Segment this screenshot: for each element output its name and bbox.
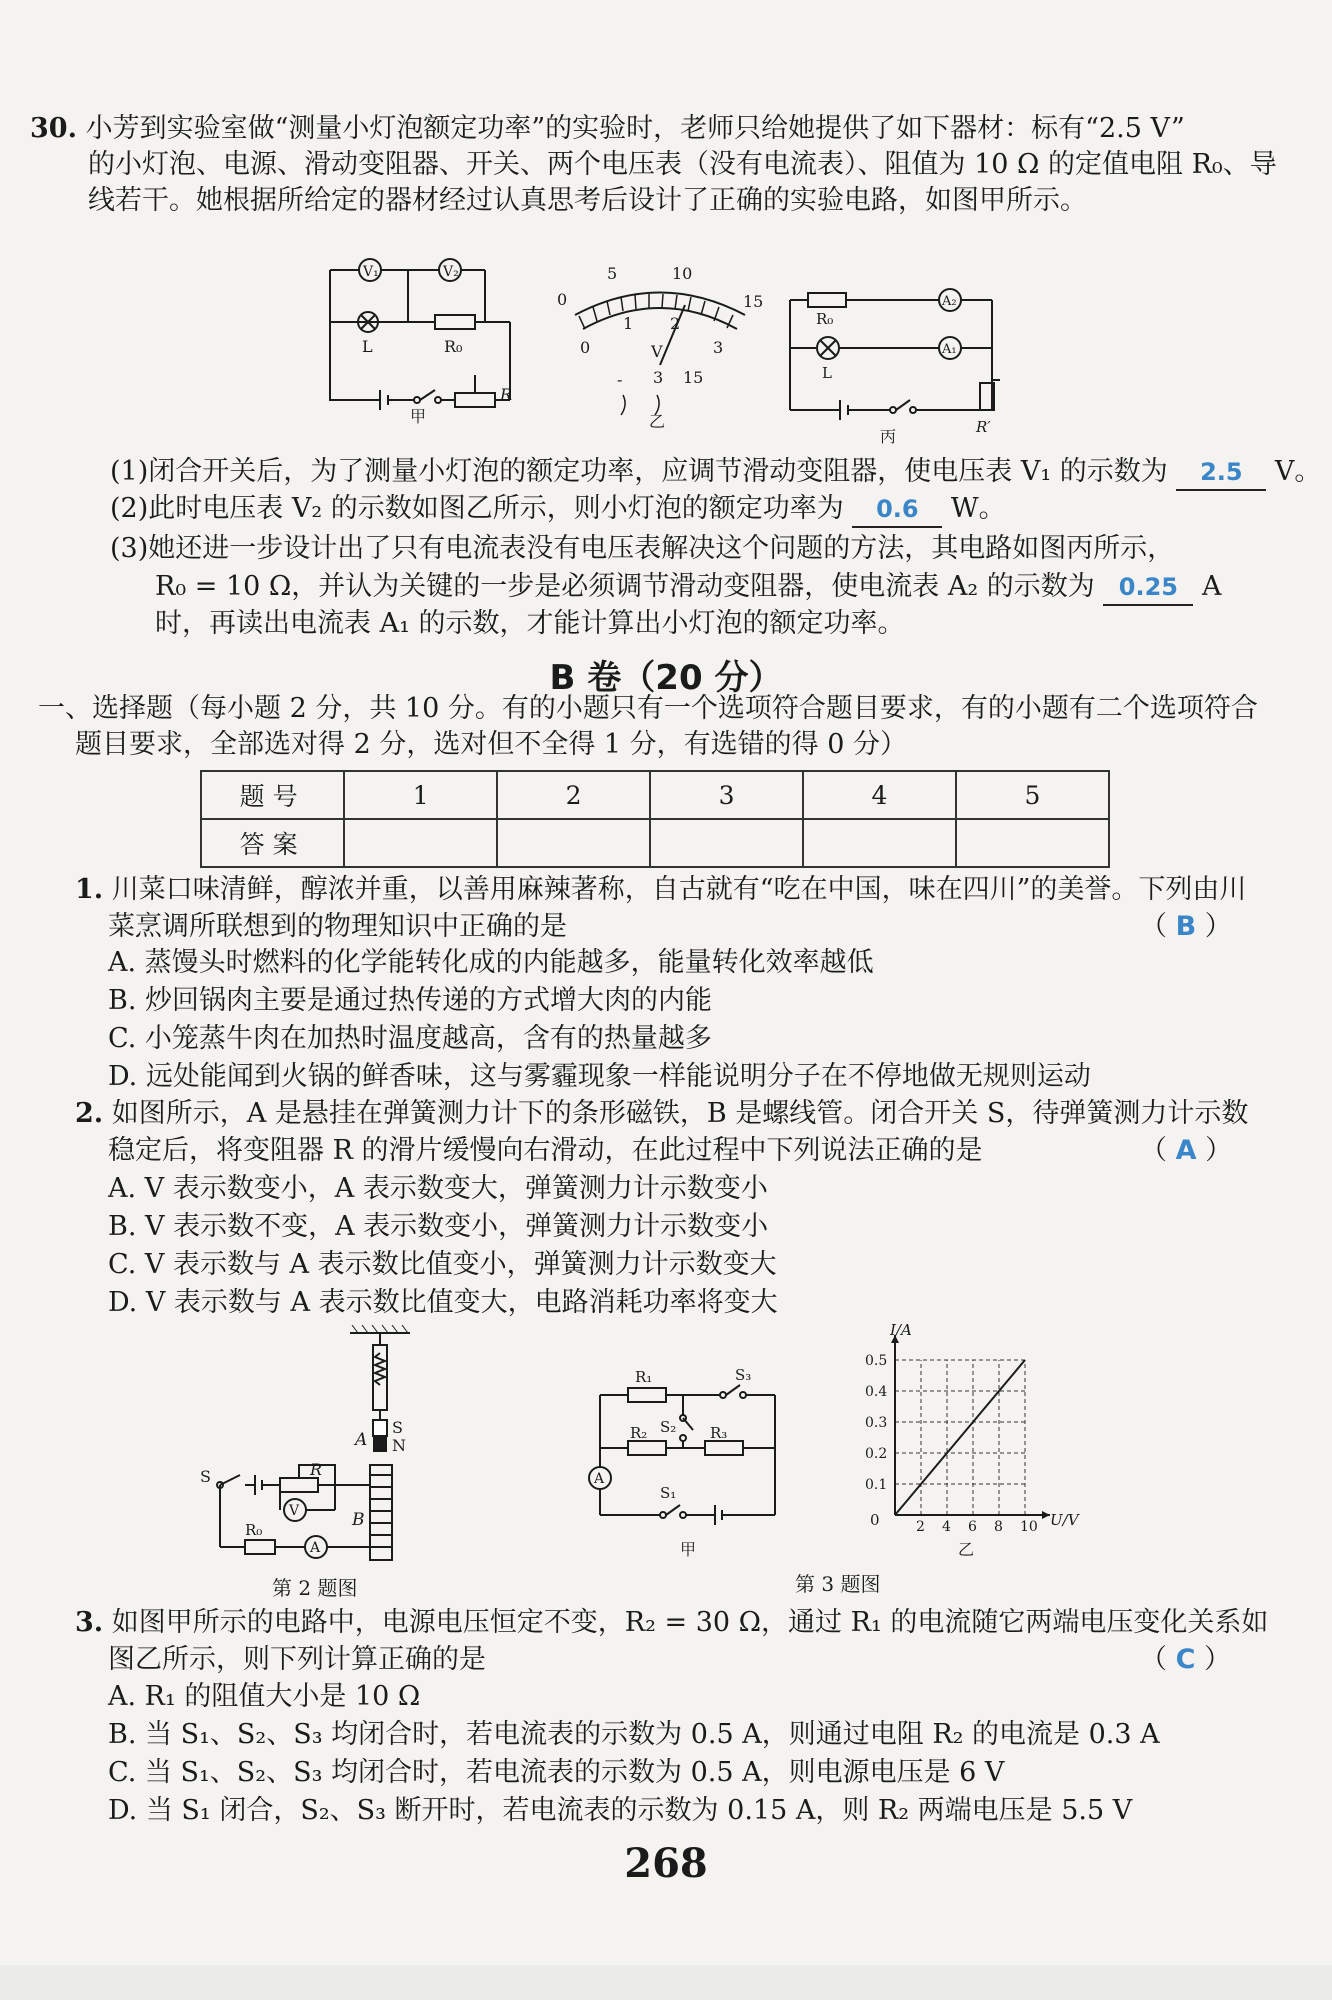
q30-bing-a2-label: A₂: [942, 294, 957, 309]
answer-cell-5[interactable]: [956, 819, 1109, 867]
answer-table: [200, 770, 1110, 868]
q3-ammeter-label: A: [594, 1471, 605, 1487]
q30-part2: [110, 492, 1006, 528]
series-line-0: [895, 1360, 1025, 1515]
q30-part3-line3: 时，再读出电流表 A₁ 的示数，才能计算出小灯泡的额定功率。: [155, 608, 905, 639]
q2-coil-label: B: [352, 1510, 365, 1530]
q2-option-c: C. V 表示数与 A 表示数比值变小，弹簧测力计示数变大: [108, 1249, 777, 1280]
q30-part3-answer: 0.25: [1103, 570, 1193, 606]
q30-bing-r-label: R′: [976, 418, 991, 436]
q30-part3-line2: [155, 570, 1221, 606]
answer-table-num-1: 1: [344, 771, 497, 819]
chart-series: [895, 1360, 1025, 1515]
q1-line2: 菜烹调所联想到的物理知识中正确的是: [108, 911, 567, 942]
q2-caption: 第 2 题图: [272, 1576, 358, 1600]
q1-option-d: D. 远处能闻到火锅的鲜香味，这与雾霾现象一样能说明分子在不停地做无规则运动: [108, 1061, 1091, 1092]
q2-number: 2.: [75, 1098, 104, 1129]
x-tick-label-6: 6: [968, 1519, 977, 1535]
q3-line2: 图乙所示，则下列计算正确的是: [108, 1644, 486, 1675]
q3-number: 3.: [75, 1607, 104, 1638]
q30-yi-top-5: 5: [607, 264, 618, 283]
answer-table-num-4: 4: [803, 771, 956, 819]
chart-ticks: [865, 1353, 1038, 1535]
q3-circuit-figure: [580, 1360, 800, 1560]
q2-rheostat-label: R: [310, 1460, 323, 1479]
q30-part1-text: (1)闭合开关后，为了测量小灯泡的额定功率，应调节滑动变阻器，使电压表 V₁ 的示数为: [110, 456, 1168, 487]
q30-part1: [110, 455, 1321, 491]
x-axis-arrow: [1042, 1511, 1050, 1519]
q30-text1: 小芳到实验室做“测量小灯泡额定功率”的实验时，老师只给她提供了如下器材：标有“2.5 V”: [85, 113, 1185, 144]
q30-yi-top-15: 15: [743, 292, 764, 311]
answer-table-answer-label: 答案: [201, 819, 344, 867]
answer-table-num-5: 5: [956, 771, 1109, 819]
q30-line3: 线若干。她根据所给定的器材经过认真思考后设计了正确的实验电路，如图甲所示。: [88, 185, 1087, 216]
q1-answer: （ B ）: [1140, 911, 1232, 942]
q1-text1: 川菜口味清鲜，醇浓并重，以善用麻辣著称，自古就有“吃在中国，味在四川”的美誉。下列由川: [111, 874, 1247, 905]
q2-magnet-label: A: [355, 1430, 368, 1450]
q3-r2-label: R₂: [630, 1424, 648, 1442]
q2-line1: [75, 1097, 1248, 1131]
q1-option-a: A. 蒸馒头时燃料的化学能转化成的内能越多，能量转化效率越低: [108, 947, 874, 978]
q30-bing-l-label: L: [822, 364, 832, 382]
q30-yi-top-10: 10: [672, 264, 693, 283]
y-tick-label-0.5: 0.5: [865, 1353, 888, 1369]
q30-part3-unit: A: [1201, 571, 1222, 602]
q30-part1-unit: V。: [1274, 456, 1322, 487]
q30-figure-yi: [545, 255, 775, 430]
q30-yi-terminal-minus: -: [617, 370, 623, 389]
q30-part2-unit: W。: [950, 493, 1006, 524]
q30-bing-caption: 丙: [880, 427, 897, 445]
answer-table-num-3: 3: [650, 771, 803, 819]
q30-yi-terminal-3: 3: [653, 368, 664, 387]
q30-part2-text: (2)此时电压表 V₂ 的示数如图乙所示，则小灯泡的额定功率为: [110, 493, 844, 524]
q30-figure-bing: [780, 280, 1015, 445]
chart-xlabel: U/V: [1050, 1511, 1079, 1529]
q2-answer: （ A ）: [1140, 1135, 1233, 1166]
q2-option-d: D. V 表示数与 A 表示数比值变大，电路消耗功率将变大: [108, 1287, 778, 1318]
q30-yi-unit: V: [651, 342, 663, 361]
q30-part1-answer: 2.5: [1176, 455, 1266, 491]
y-tick-label-0.1: 0.1: [865, 1477, 888, 1493]
q3-option-a: A. R₁ 的阻值大小是 10 Ω: [108, 1681, 421, 1712]
answer-table-header-row: [201, 771, 1109, 819]
page-number: 268: [624, 1840, 708, 1887]
q30-bing-a1-label: A₁: [942, 342, 957, 357]
q30-yi-top-0: 0: [557, 290, 568, 309]
answer-cell-4[interactable]: [803, 819, 956, 867]
q2-voltmeter-label: V: [289, 1503, 300, 1519]
q3-option-d: D. 当 S₁ 闭合，S₂、S₃ 断开时，若电流表的示数为 0.15 A，则 R₂ 两端电压是 5.5 V: [108, 1795, 1133, 1826]
q30-part3-text: R₀ = 10 Ω，并认为关键的一步是必须调节滑动变阻器，使电流表 A₂ 的示数为: [155, 571, 1095, 602]
chart-ylabel: I/A: [890, 1321, 912, 1339]
q30-bing-r0-label: R₀: [816, 310, 834, 328]
q30-jia-r0-label: R₀: [444, 337, 463, 356]
q1-number: 1.: [75, 874, 104, 905]
q3-chart-caption: 乙: [958, 1540, 975, 1559]
x-tick-label-4: 4: [942, 1519, 951, 1535]
q3-caption: 第 3 题图: [795, 1572, 881, 1596]
q2-text1: 如图所示，A 是悬挂在弹簧测力计下的条形磁铁，B 是螺线管。闭合开关 S，待弹簧测力计示数: [111, 1098, 1249, 1129]
q3-s2-label: S₂: [660, 1418, 677, 1436]
q3-option-b: B. 当 S₁、S₂、S₃ 均闭合时，若电流表的示数为 0.5 A，则通过电阻 R₂ 的电流是 0.3 A: [108, 1719, 1160, 1750]
section-b-intro2: 题目要求，全部选对得 2 分，选对但不全得 1 分，有选错的得 0 分）: [75, 729, 908, 760]
q30-jia-caption: 甲: [410, 407, 427, 425]
q3-s1-label: S₁: [660, 1484, 677, 1502]
q3-circuit-caption: 甲: [680, 1540, 697, 1559]
q2-r0-label: R₀: [245, 1521, 263, 1539]
y-tick-label-0.2: 0.2: [865, 1446, 888, 1462]
q3-option-c: C. 当 S₁、S₂、S₃ 均闭合时，若电流表的示数为 0.5 A，则电源电压是 6 V: [108, 1757, 1005, 1788]
q2-option-a: A. V 表示数变小，A 表示数变大，弹簧测力计示数变小: [108, 1173, 768, 1204]
q30-yi-caption: 乙: [649, 412, 666, 430]
q2-switch-label: S: [200, 1467, 211, 1486]
q3-line1: [75, 1606, 1268, 1640]
answer-cell-1[interactable]: [344, 819, 497, 867]
q30-yi-bottom-0: 0: [580, 338, 591, 357]
q2-option-b: B. V 表示数不变，A 表示数变小，弹簧测力计示数变小: [108, 1211, 769, 1242]
q3-answer: （ C ）: [1140, 1644, 1232, 1675]
q30-line2: 的小灯泡、电源、滑动变阻器、开关、两个电压表（没有电流表）、阻值为 10 Ω 的定值电阻 R₀、导: [88, 149, 1277, 180]
q30-jia-l-label: L: [362, 337, 373, 356]
q2-pole-s: S: [392, 1418, 403, 1437]
chart-origin-label: 0: [870, 1511, 880, 1529]
q30-yi-bottom-2: 2: [670, 314, 681, 333]
x-tick-label-8: 8: [994, 1519, 1003, 1535]
q2-answer-value: A: [1175, 1135, 1197, 1166]
q30-yi-terminal-15: 15: [683, 368, 704, 387]
q1-option-c: C. 小笼蒸牛肉在加热时温度越高，含有的热量越多: [108, 1023, 712, 1054]
q2-line2: 稳定后，将变阻器 R 的滑片缓慢向右滑动，在此过程中下列说法正确的是: [108, 1135, 983, 1166]
q30-jia-v1-label: V₁: [363, 264, 379, 280]
q3-text1: 如图甲所示的电路中，电源电压恒定不变，R₂ = 30 Ω，通过 R₁ 的电流随它两端电压变化关系如: [111, 1607, 1269, 1638]
q30-part2-answer: 0.6: [852, 492, 942, 528]
q30-figure-jia: [320, 250, 530, 425]
q3-s3-label: S₃: [735, 1366, 752, 1384]
section-b-intro1: 一、选择题（每小题 2 分，共 10 分。有的小题只有一个选项符合题目要求，有的小题有二个选项符合: [38, 693, 1258, 724]
q2-ammeter-label: A: [310, 1540, 321, 1556]
answer-cell-2[interactable]: [497, 819, 650, 867]
section-b-title: B 卷（20 分）: [549, 658, 783, 698]
q2-figure: [200, 1325, 430, 1570]
q3-r1-label: R₁: [635, 1368, 653, 1386]
q30-number: 30.: [30, 113, 77, 144]
answer-table-num-2: 2: [497, 771, 650, 819]
q30-line1: [30, 112, 1185, 146]
q3-answer-value: C: [1175, 1644, 1196, 1675]
q30-yi-bottom-3: 3: [713, 338, 724, 357]
q3-r3-label: R₃: [710, 1424, 728, 1442]
y-tick-label-0.3: 0.3: [865, 1415, 888, 1431]
q2-pole-n: N: [392, 1436, 406, 1455]
x-tick-label-2: 2: [916, 1519, 925, 1535]
scan-bottom-strip: [0, 1965, 1332, 2000]
q30-yi-bottom-1: 1: [623, 314, 634, 333]
q1-line1: [75, 873, 1246, 907]
answer-table-head-label: 题号: [201, 771, 344, 819]
q30-part3-line1: (3)她还进一步设计出了只有电流表没有电压表解决这个问题的方法，其电路如图丙所示，: [110, 533, 1175, 564]
answer-cell-3[interactable]: [650, 819, 803, 867]
q3-iu-chart: [840, 1315, 1090, 1565]
answer-table-answer-row: [201, 819, 1109, 867]
q1-answer-value: B: [1175, 911, 1197, 942]
q1-option-b: B. 炒回锅肉主要是通过热传递的方式增大肉的内能: [108, 985, 713, 1016]
q30-jia-v2-label: V₂: [443, 264, 459, 280]
q30-jia-r-label: R: [500, 385, 513, 404]
x-tick-label-10: 10: [1020, 1519, 1038, 1535]
y-tick-label-0.4: 0.4: [865, 1384, 888, 1400]
